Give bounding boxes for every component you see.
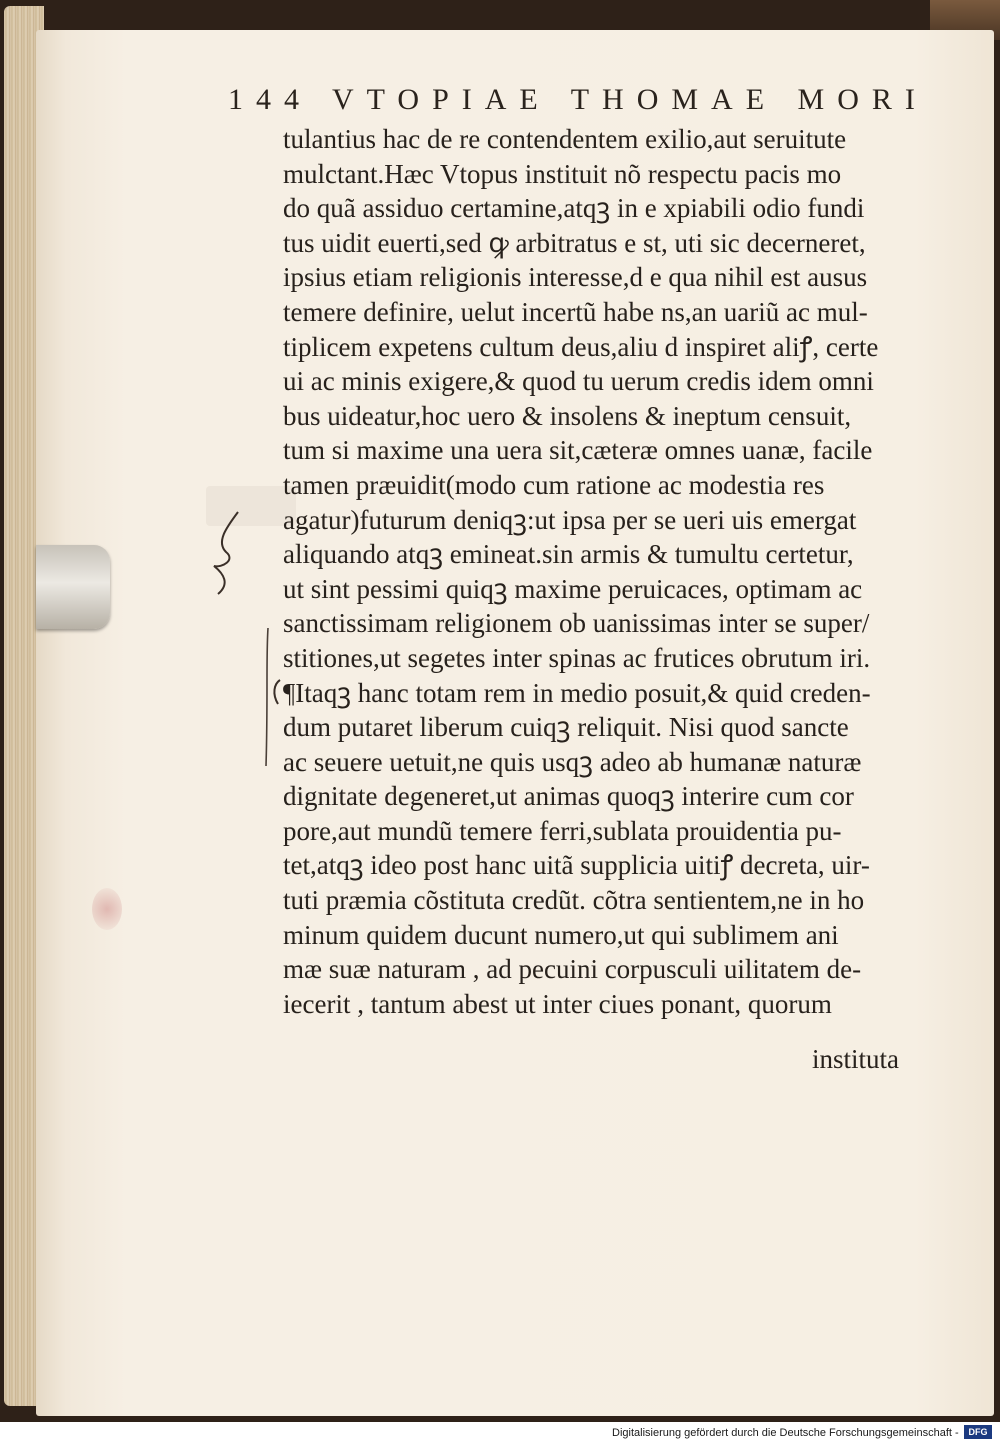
text-line: ac seuere uetuit,ne quis usqꝫ adeo ab humanæ naturæ	[283, 746, 862, 777]
text-line: temere definire, uelut incertũ habe ns,an uariũ ac mul-	[283, 296, 868, 327]
dfg-logo: DFG	[964, 1425, 992, 1439]
text-block	[283, 122, 943, 1021]
text-line: tus uidit euerti,sed ꝙ arbitratus e st, uti sic decerneret,	[283, 227, 866, 258]
text-line: do quã assiduo certamine,atqꝫ in e xpiabili odio fundi	[283, 193, 865, 224]
digitization-credit: Digitalisierung gefördert durch die Deutsche Forschungsgemeinschaft -	[612, 1427, 959, 1439]
text-line: ut sint pessimi quiqꝫ maxime peruicaces, optimam ac	[283, 573, 863, 604]
text-line: mulctant.Hæc Vtopus instituit nõ respectu pacis mo	[283, 158, 842, 189]
text-line: stitiones,ut segetes inter spinas ac frutices obrutum iri.	[283, 642, 871, 673]
text-line: aliquando atqꝫ emineat.sin armis & tumultu certetur,	[283, 539, 854, 570]
text-line: mæ suæ naturam , ad pecuini corpusculi uilitatem de-	[283, 954, 862, 985]
text-line: bus uideatur,hoc uero & insolens & ineptum censuit,	[283, 400, 852, 431]
running-title: VTOPIAE THOMAE MORI	[331, 83, 928, 116]
text-line: dignitate degeneret,ut animas quoqꝫ interire cum cor	[283, 781, 854, 812]
text-line: ui ac minis exigere,& quod tu uerum credis idem omni	[283, 366, 874, 397]
page-clasp	[36, 545, 110, 629]
marginal-hook	[274, 680, 280, 704]
page-number: 144	[228, 83, 312, 116]
text-line: tuti præmia cõstituta credũt. cõtra sentientem,ne in ho	[283, 885, 865, 916]
catchword: instituta	[812, 1044, 899, 1074]
marginal-bracket-line	[266, 628, 268, 766]
text-line: tulantius hac de re contendentem exilio,aut seruitute	[283, 124, 847, 154]
text-line: sanctissimam religionem ob uanissimas inter se super/	[283, 608, 870, 639]
text-line: tiplicem expetens cultum deus,aliu d inspiret aliꝭ, certe	[283, 331, 879, 362]
text-line: minum quidem ducunt numero,ut qui sublimem ani	[283, 919, 839, 950]
text-line: ipsius etiam religionis interesse,d e qua nihil est ausus	[283, 262, 868, 293]
marginal-annotation	[196, 508, 286, 768]
text-line: iecerit , tantum abest ut inter ciues ponant, quorum	[283, 988, 832, 1019]
text-line: agatur)futurum deniqꝫ:ut ipsa per se ueri uis emergat	[283, 504, 857, 535]
text-line: ¶Itaqꝫ hanc totam rem in medio posuit,& quid creden-	[283, 677, 871, 708]
text-line: pore,aut mundũ temere ferri,sublata prouidentia pu-	[283, 815, 842, 846]
text-line: tet,atqꝫ ideo post hanc uitã supplicia uitiꝭ decreta, uir-	[283, 850, 870, 881]
paper-stain	[92, 888, 122, 930]
text-line: tum si maxime una uera sit,cæteræ omnes uanæ, facile	[283, 435, 873, 466]
text-line: tamen præuidit(modo cum ratione ac modestia res	[283, 469, 825, 500]
running-head	[228, 82, 928, 118]
text-line: dum putaret liberum cuiqꝫ reliquit. Nisi quod sancte	[283, 712, 849, 743]
marginal-squiggle	[214, 512, 238, 594]
